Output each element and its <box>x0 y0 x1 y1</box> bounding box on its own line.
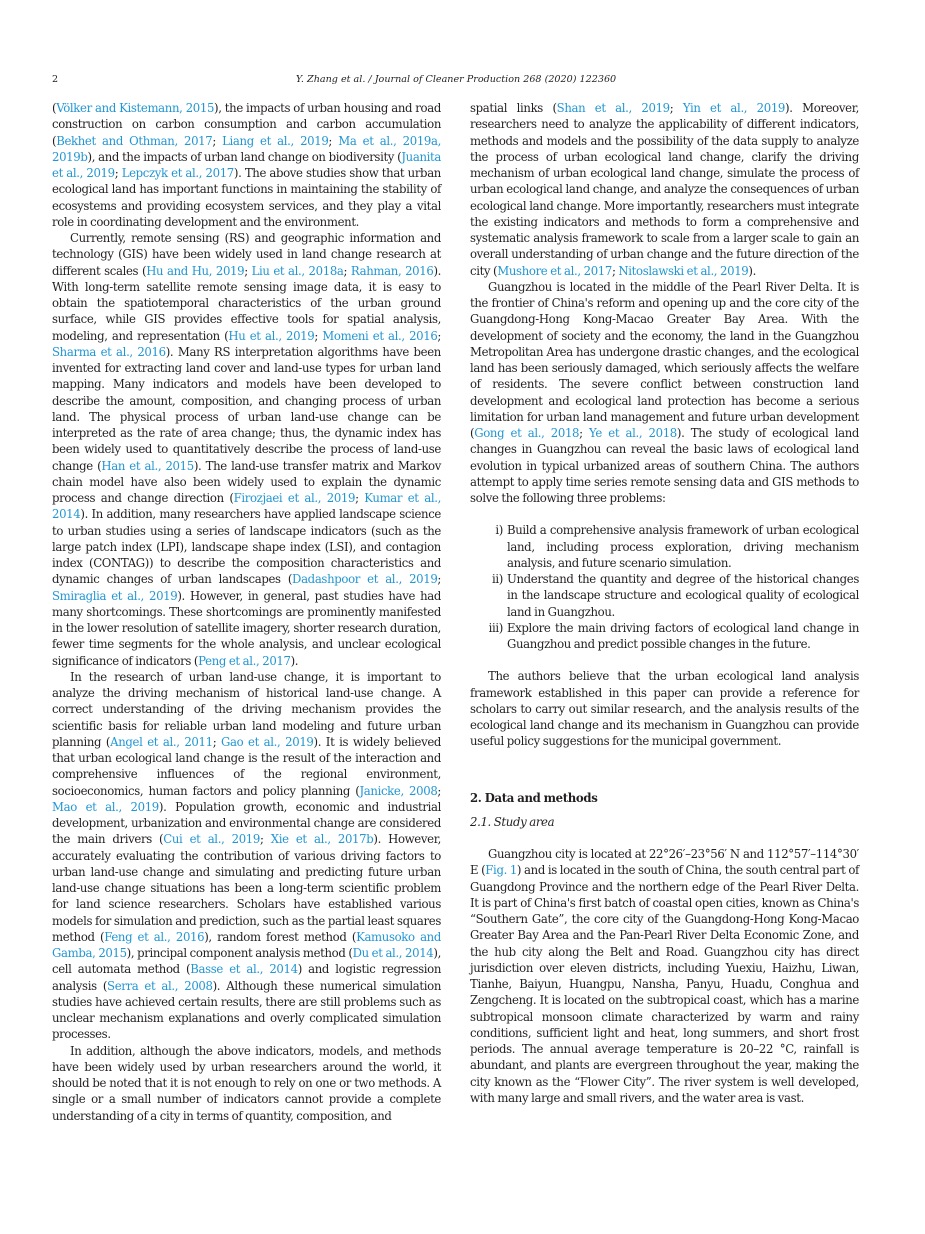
citation-link[interactable]: Liang et al., 2019 <box>222 133 329 148</box>
citation-link[interactable]: Ma et al., 2019a, 2019b <box>52 133 441 164</box>
list-number: ii) <box>492 572 503 586</box>
citation-link[interactable]: Gong et al., 2018 <box>474 426 580 440</box>
citation-link[interactable]: Juanita et al., 2019 <box>52 149 441 180</box>
text-run: ). With long-term satellite remote sensing image data, it is easy to obtain the spatiotemporal characteristics of the urban ground surface, while GIS provides effective tools for spatial analysis, modeling, and representation ( <box>52 263 442 343</box>
citation-link[interactable]: Du et al., 2014 <box>352 946 434 960</box>
list-item <box>470 571 859 620</box>
citation-link[interactable]: Rahman, 2016 <box>350 263 434 278</box>
text-run: ; <box>259 832 271 847</box>
paragraph <box>470 846 859 1106</box>
text-run: ). <box>290 653 299 668</box>
text-run: ) and is located in the south of China, the south central part of Guangdong Province and the northern edge of the Pearl River Delta. It is part of China's first batch of coastal open cities, known as China's “Southern Gate”, the core city of the Guangdong-Hong Kong-Macao Greater Bay Area and the Pan-Pearl River Delta Economic Zone, and the hub city along the Belt and Road. Guangzhou city has direct jurisdiction over eleven districts, including Yuexiu, Haizhu, Liwan, Tianhe, Baiyun, Huangpu, Nansha, Panyu, Huadu, Conghua and Zengcheng. It is located on the subtropical coast, which has a marine subtropical monsoon climate characterized by warm and rainy conditions, sufficient light and heat, long summers, and short frost periods. The annual average temperature is 20–22 °C, rainfall is abundant, and plants are evergreen throughout the year, making the city known as the “Flower City”. The river system is well developed, with many large and small rivers, and the water area is vast. <box>470 863 859 1105</box>
text-run: ). The land-use transfer matrix and Markov chain model have also been widely used to explain the dynamic process and change direction ( <box>52 458 441 505</box>
citation-link[interactable]: Bekhet and Othman, 2017 <box>56 133 213 148</box>
citation-link[interactable]: Angel et al., 2011 <box>110 734 213 749</box>
paragraph <box>470 668 859 749</box>
text-run: ; <box>437 783 441 798</box>
list-item <box>470 620 859 653</box>
paragraph <box>52 1043 441 1124</box>
text-run: ). Moreover, researchers need to analyze the applicability of different indicators, methods and models and the possibility of the data supply to analyze the process of urban ecological land change, clarify the driving mechanism of urban ecological land change, simulate the process of urban ecological land change, and analyze the consequences of urban ecological land change. More importantly, researchers must integrate the existing indicators and methods to form a comprehensive and systematic analysis framework to scale from a larger scale to gain an overall understanding of urban change and the future direction of the city ( <box>470 101 860 278</box>
text-run: ). The above studies show that urban ecological land has important functions in maintaining the stability of ecosystems and providing ecosystem services, and they play a vital role in coordinating development and the environment. <box>52 166 441 229</box>
citation-link[interactable]: Xie et al., 2017b <box>270 832 374 847</box>
paragraph <box>52 669 441 1043</box>
list-item <box>470 522 859 571</box>
text-run: ; <box>343 263 351 278</box>
text-run: ). Population growth, economic and industrial development, urbanization and environmental change are considered the main drivers ( <box>52 799 441 847</box>
text-run: Guangzhou city is located at 22°26′–23°56′ N and 112°57′–114°30′ E ( <box>470 847 859 878</box>
text-run: ; <box>437 572 442 587</box>
citation-link[interactable]: Sharma et al., 2016 <box>52 344 166 359</box>
text-run: ). It is widely believed that urban ecological land change is the result of the interaction and comprehensive influences of the regional environment, socioeconomics, human factors and policy planning ( <box>52 734 442 798</box>
text-run: ), random forest method ( <box>204 929 357 944</box>
paragraph <box>52 230 441 669</box>
citation-link[interactable]: Hu and Hu, 2019 <box>146 263 245 278</box>
page-number: 2 <box>52 74 59 85</box>
text-run: ). However, in general, past studies have had many shortcomings. These shortcomings are prominently manifested in the lower resolution of satellite imagery, shorter research duration, fewer time segments for the whole analysis, and unclear ecological significance of indicators ( <box>52 588 441 668</box>
running-header <box>52 72 860 88</box>
list-text: Understand the quantity and degree of the historical changes in the landscape structure and ecological quality of ecological land in Guangzhou. <box>507 572 859 619</box>
text-run: Guangzhou is located in the middle of the Pearl River Delta. It is the frontier of China's reform and opening up and the core city of the Guangdong-Hong Kong-Macao Greater Bay Area. With the development of society and the economy, the land in the Guangzhou Metropolitan Area has undergone drastic changes, and the ecological land has been seriously damaged, which seriously affects the welfare of residents. The severe conflict between construction land development and ecological land protection has become a serious limitation for urban land management and future urban development ( <box>470 279 859 440</box>
text-run: Currently, remote sensing (RS) and geographic information and technology (GIS) have been widely used in land change research at different scales ( <box>52 231 441 278</box>
citation-link[interactable]: Yin et al., 2019 <box>682 101 786 115</box>
citation-link[interactable]: Janicke, 2008 <box>359 783 438 798</box>
figure-link[interactable]: Fig. 1 <box>485 863 517 878</box>
paragraph <box>470 100 859 279</box>
citation-link[interactable]: Ye et al., 2018 <box>589 426 677 440</box>
problem-list <box>470 522 859 652</box>
text-run: ; <box>212 734 222 749</box>
text-run: ). However, accurately evaluating the contribution of various driving factors to urban land-use change and simulating and predicting future urban land-use change situations has been a long-term scientific problem for land science researchers. Scholars have established various models for simulation and prediction, such as the partial least squares method ( <box>52 832 442 944</box>
citation-link[interactable]: Dadashpoor et al., 2019 <box>292 572 438 587</box>
text-run: ; <box>355 491 365 505</box>
citation-link[interactable]: Feng et al., 2016 <box>104 929 205 944</box>
text-run: ; <box>611 263 619 278</box>
text-run: ; <box>244 263 252 278</box>
paragraph: (Völker and Kistemann, 2015), the impacts of urban housing and road construction on carbon consumption and carbon accumulation (Bekhet and Othman, 2017; Liang et al., 2019; Ma et al., 2019a, 2019b), and the impacts of urban land change on biodiversity (Juanita et al., 2019; Lepczyk et al., 2017). The above studies show that urban ecological land has important functions in maintaining the stability of ecosystems and providing ecosystem services, and they play a vital role in coordinating development and the environment. <box>52 101 441 229</box>
citation-link[interactable]: Kumar et al., 2014 <box>52 491 441 522</box>
citation-link[interactable]: Hu et al., 2019 <box>228 328 315 343</box>
text-run: ; <box>669 101 683 115</box>
citation-link[interactable]: Lepczyk et al., 2017 <box>121 166 234 180</box>
text-run: ; <box>328 133 339 148</box>
citation-link[interactable]: Momeni et al., 2016 <box>322 328 438 343</box>
list-number: iii) <box>488 620 503 635</box>
citation-link[interactable]: Liu et al., 2018a <box>251 263 344 278</box>
text-run: In addition, although the above indicators, models, and methods have been widely used by urban researchers around the world, it should be noted that it is not enough to rely on one or two methods. A single or a small number of indicators cannot provide a complete understanding of a city in terms of quantity, composition, and <box>52 1043 441 1123</box>
citation-link[interactable]: Nitoslawski et al., 2019 <box>618 263 749 278</box>
citation-link[interactable]: Peng et al., 2017 <box>198 653 291 668</box>
paragraph <box>470 279 859 507</box>
text-run: ), and the impacts of urban land change on biodiversity ( <box>87 149 402 164</box>
text-run: ; <box>314 328 323 343</box>
citation-link[interactable]: Serra et al., 2008 <box>107 978 213 993</box>
text-run: ; <box>437 328 442 343</box>
text-run: spatial links ( <box>470 101 557 115</box>
citation-link[interactable]: Smiraglia et al., 2019 <box>52 588 178 603</box>
text-run: ), the impacts of urban housing and road construction on carbon consumption and carbon accumulation ( <box>52 101 441 148</box>
text-run: ) and logistic regression analysis ( <box>52 962 441 993</box>
text-run: ), cell automata method ( <box>52 946 441 977</box>
journal-citation: Y. Zhang et al. / Journal of Cleaner Production 268 (2020) 122360 <box>295 74 617 85</box>
section-heading: 2. Data and methods <box>470 790 598 805</box>
text-run: ). Many RS interpretation algorithms have been invented for extracting land cover and land-use types for urban land mapping. Many indicators and models have been developed to describe the amount, composition, and changing process of urban land. The physical process of urban land-use change can be interpreted as the rate of area change; thus, the dynamic index has been widely used to quantitatively describe the process of land-use change ( <box>52 344 441 473</box>
citation-link[interactable]: Shan et al., 2019 <box>556 101 670 115</box>
text-run: ; <box>212 133 223 148</box>
text-run: ; <box>114 166 122 180</box>
citation-link[interactable]: Basse et al., 2014 <box>190 962 298 977</box>
citation-link[interactable]: Gao et al., 2019 <box>221 734 314 749</box>
text-run: ), principal component analysis method ( <box>126 946 353 960</box>
list-number: i) <box>495 523 503 538</box>
citation-link[interactable]: Völker and Kistemann, 2015 <box>56 101 215 115</box>
text-run: The authors believe that the urban ecological land analysis framework established in this paper can provide a reference for scholars to carry out similar research, and the analysis results of the ecological land change and its mechanism in Guangzhou can provide useful policy suggestions for the municipal government. <box>470 669 859 749</box>
text-run: ). In addition, many researchers have applied landscape science to urban studies using a series of landscape indicators (such as the large patch index (LPI), landscape shape index (LSI), and contagion index (CONTAG)) to describe the composition characteristics and dynamic changes of urban landscapes ( <box>52 507 441 587</box>
citation-link[interactable]: Mushore et al., 2017 <box>497 263 612 278</box>
citation-link[interactable]: Cui et al., 2019 <box>163 832 260 847</box>
text-run: ). Although these numerical simulation studies have achieved certain results, there are still problems such as unclear mechanism explanations and overly complicated simulation processes. <box>52 978 442 1042</box>
citation-link[interactable]: Mao et al., 2019 <box>52 799 159 814</box>
text-run: ; <box>579 426 590 440</box>
list-text: Build a comprehensive analysis framework of urban ecological land, including process exploration, driving mechanism analysis, and future scenario simulation. <box>507 523 859 570</box>
text-run: ). The study of ecological land changes in Guangzhou can reveal the basic laws of ecological land evolution in typical urbanized areas of southern China. The authors attempt to apply time series remote sensing data and GIS methods to solve the following three problems: <box>470 426 860 505</box>
citation-link[interactable]: Kamusoko and Gamba, 2015 <box>52 929 441 960</box>
right-column <box>470 100 859 1106</box>
citation-link[interactable]: Firozjaei et al., 2019 <box>233 491 356 505</box>
text-run: In the research of urban land-use change, it is important to analyze the driving mechanism of historical land-use change. A correct understanding of the driving mechanism provides the scientific basis for reliable urban land modeling and future urban planning ( <box>52 669 441 749</box>
left-column <box>52 100 441 1124</box>
list-text: Explore the main driving factors of ecological land change in Guangzhou and predict possible changes in the future. <box>507 620 859 651</box>
subsection-heading: 2.1. Study area <box>470 814 555 829</box>
text-run: ). <box>748 263 756 278</box>
citation-link[interactable]: Han et al., 2015 <box>101 458 194 473</box>
